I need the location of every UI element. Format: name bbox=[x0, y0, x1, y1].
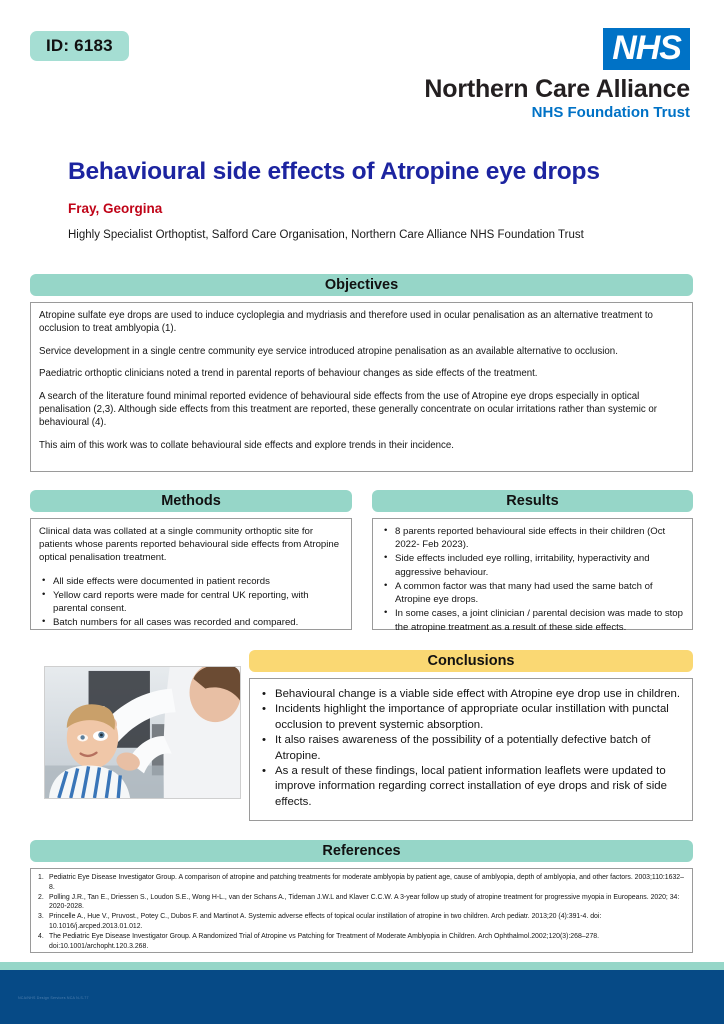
list-item: • Side effects included eye rolling, irritability, hyperactivity and aggressive behaviour. bbox=[381, 552, 685, 578]
list-item: • Incidents highlight the importance of appropriate ocular instillation with punctal occlusion to prevent systemic absorption. bbox=[259, 702, 683, 733]
methods-body bbox=[30, 518, 352, 630]
trust-name: Northern Care Alliance bbox=[424, 75, 690, 103]
list-item: • A common factor was that many had used the same batch of Atropine eye drops. bbox=[381, 580, 685, 606]
references-header: References bbox=[30, 840, 693, 862]
list-item: • As a result of these findings, local patient information leaflets were updated to improve information regarding correct installation of eye drops and risk of side effects. bbox=[259, 764, 683, 810]
methods-header: Methods bbox=[30, 490, 352, 512]
conclusions-bullet-list bbox=[259, 687, 683, 810]
objectives-header: Objectives bbox=[30, 274, 693, 296]
clinical-photo bbox=[44, 666, 241, 799]
list-item: • Behavioural change is a viable side effect with Atropine eye drop use in children. bbox=[259, 687, 683, 702]
list-item: • All side effects were documented in patient records bbox=[39, 575, 344, 588]
poster-affiliation: Highly Specialist Orthoptist, Salford Care Organisation, Northern Care Alliance NHS Foundation Trust bbox=[68, 229, 584, 241]
eye-drop-instillation-illustration bbox=[45, 667, 240, 798]
objectives-paragraph: Service development in a single centre community eye service introduced atropine penalisation as an available alternative to occlusion. bbox=[39, 345, 618, 357]
reference-item: The Pediatric Eye Disease Investigator Group. A Randomized Trial of Atropine vs Patching for Treatment of Moderate Amblyopia in Children. Arch Ophthalmol.2002;120(3):268–278. doi:10.1001/archopht.120.3.268. bbox=[49, 932, 600, 950]
references-body bbox=[30, 868, 693, 953]
poster-header bbox=[0, 0, 724, 140]
results-body bbox=[372, 518, 693, 633]
objectives-paragraph: Atropine sulfate eye drops are used to induce cycloplegia and mydriasis and therefore used in ocular penalisation as an alternative treatment to occlusion to treat amblyopia (1). bbox=[39, 310, 653, 335]
objectives-paragraph: Paediatric orthoptic clinicians noted a trend in parental reports of behaviour changes as side effects of the treatment. bbox=[39, 368, 538, 380]
nhs-logo bbox=[424, 28, 690, 121]
objectives-body bbox=[30, 302, 693, 472]
results-header: Results bbox=[372, 490, 693, 512]
list-item: • In some cases, a joint clinician / parental decision was made to stop the atropine treatment as a result of these side effects. bbox=[381, 607, 685, 633]
methods-lead-text: Clinical data was collated at a single community orthoptic site for patients whose parents reported behavioural side effects from Atropine optical penalisation treatment. bbox=[39, 526, 340, 564]
poster-title: Behavioural side effects of Atropine eye drops bbox=[68, 158, 600, 185]
conclusions-body bbox=[249, 678, 693, 821]
footer-credit-text: NCA/NHS Design Services NCA N-S-77 bbox=[18, 996, 89, 1000]
list-item: • It also raises awareness of the possibility of a potentially defective batch of Atropine. bbox=[259, 733, 683, 764]
list-item: • Batch numbers for all cases was recorded and compared. bbox=[39, 616, 344, 629]
reference-item: Pediatric Eye Disease Investigator Group. A comparison of atropine and patching treatments for moderate amblyopia by patient age, cause of amblyopia, depth of amblyopia, and other factors. 2003;110:1632–8. bbox=[49, 874, 684, 891]
list-item: • Yellow card reports were made for central UK reporting, with parental consent. bbox=[39, 589, 344, 615]
id-badge: ID: 6183 bbox=[30, 31, 129, 61]
objectives-paragraph: A search of the literature found minimal reported evidence of behavioural side effects from the use of Atropine eye drops especially in optical penalisation (2,3). Although side effects from this treatment are reported, these generally concentrate on ocular irritations rather than systemic or behavioural (4). bbox=[39, 390, 657, 429]
footer-accent-bar bbox=[0, 962, 724, 970]
results-bullet-list bbox=[381, 525, 685, 634]
nhs-logo-mark: NHS bbox=[603, 28, 690, 70]
footer-bar bbox=[0, 970, 724, 1024]
methods-bullet-list bbox=[39, 575, 344, 630]
objectives-paragraph: This aim of this work was to collate behavioural side effects and explore trends in their incidence. bbox=[39, 439, 454, 451]
reference-item: Polling J.R., Tan E., Driessen S., Loudon S.E., Wong H-L., van der Schans A., Tideman J.W.L and Klaver C.C.W. A 3-year follow up study of atropine treatment for progressive myopia in Europeans. 2020; 34: 2020-2028. bbox=[49, 893, 680, 911]
poster-author: Fray, Georgina bbox=[68, 201, 163, 216]
conclusions-header: Conclusions bbox=[249, 650, 693, 672]
references-list bbox=[37, 873, 686, 951]
trust-subtitle: NHS Foundation Trust bbox=[531, 104, 690, 122]
reference-item: Princelle A., Hue V., Pruvost., Potey C., Dubos F. and Martinot A. Systemic adverse effects of topical ocular instillation of atropine in two children. Arch pediatr. 2013;20 (4):391-4. doi: 10.1016/j.arcped.2013.01.012. bbox=[49, 913, 602, 930]
list-item: • 8 parents reported behavioural side effects in their children (Oct 2022- Feb 2023). bbox=[381, 525, 685, 551]
